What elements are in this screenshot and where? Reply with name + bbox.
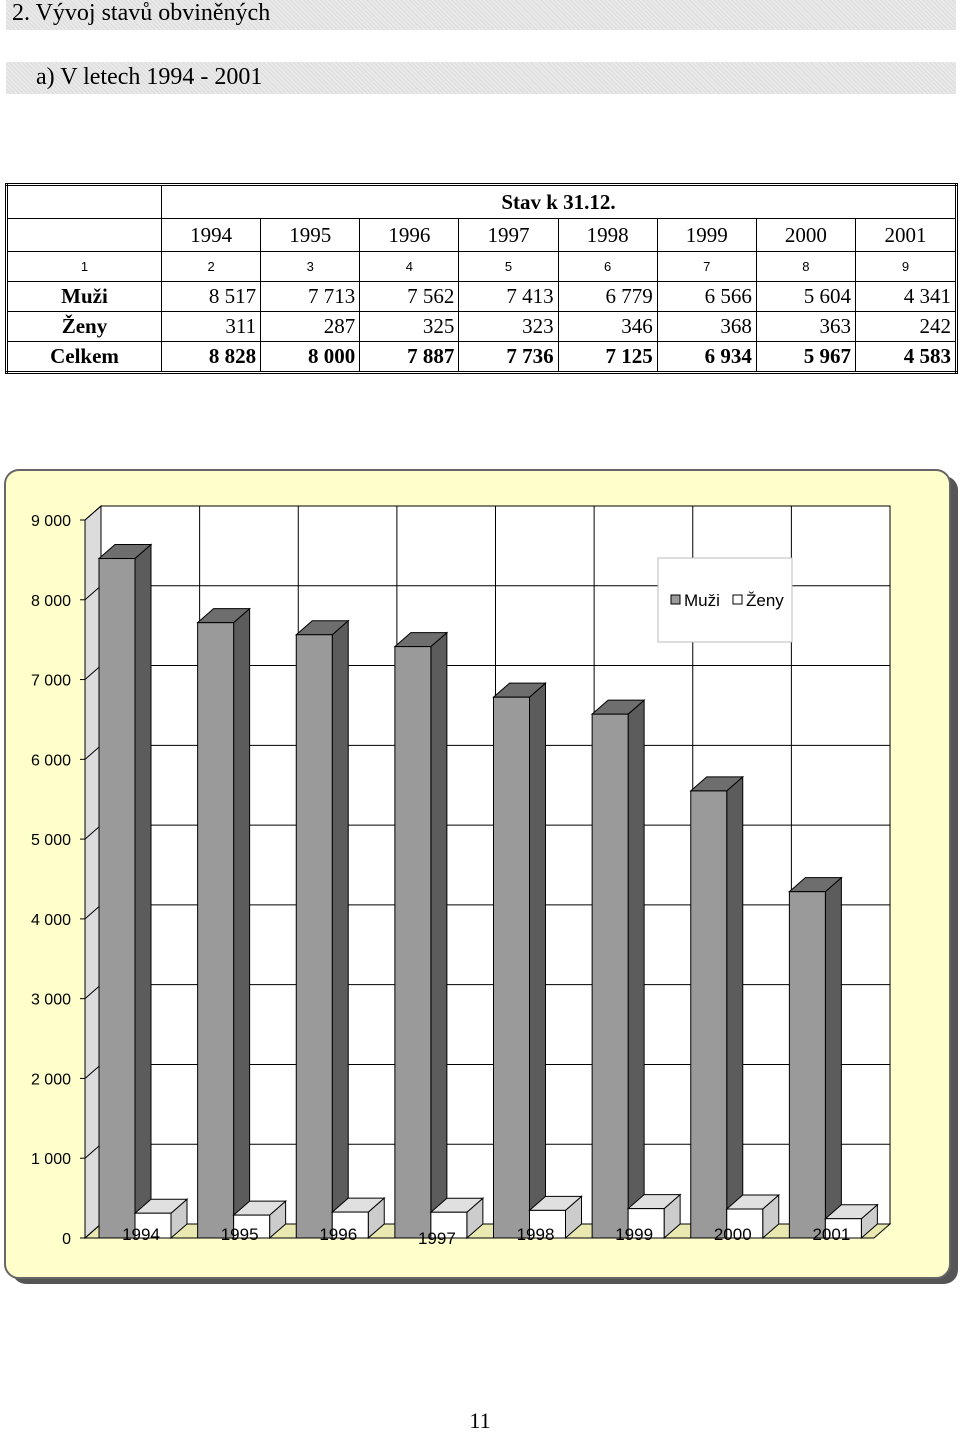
- table-year-header: 2000: [756, 219, 855, 252]
- legend-swatch-muzi: [671, 595, 680, 604]
- bar-muzi-side: [825, 878, 841, 1238]
- table-year-header: 1997: [459, 219, 558, 252]
- table-year-header: 1996: [360, 219, 459, 252]
- table-year-header: 2001: [855, 219, 956, 252]
- table-corner-cell: [7, 219, 162, 252]
- x-tick-label: 1999: [615, 1225, 654, 1244]
- table-cell: 325: [360, 312, 459, 342]
- bar-muzi-front: [494, 697, 530, 1238]
- table-corner-cell: [7, 185, 162, 219]
- bar-muzi: [691, 777, 743, 1238]
- bar-muzi-side: [431, 633, 447, 1238]
- bar-muzi-front: [592, 714, 628, 1238]
- table-cell: 8 517: [162, 282, 261, 312]
- y-tick-label: 8 000: [30, 592, 71, 610]
- x-tick-label: 1994: [122, 1225, 160, 1244]
- table-cell: 7 562: [360, 282, 459, 312]
- table-cell: 7 736: [459, 342, 558, 373]
- x-tick-label: 1995: [220, 1225, 259, 1244]
- table-column-number-row: [7, 252, 957, 282]
- x-tick-label: 2001: [812, 1225, 851, 1244]
- table-column-number: 8: [756, 252, 855, 282]
- table-cell: 6 566: [657, 282, 756, 312]
- bar-muzi-front: [296, 635, 332, 1238]
- data-table: [5, 183, 958, 374]
- table-column-number: 9: [855, 252, 956, 282]
- chart-legend: [658, 558, 792, 642]
- table-column-number: 7: [657, 252, 756, 282]
- table-years-row: [7, 219, 957, 252]
- table-row-label: Ženy: [7, 312, 162, 342]
- bar-muzi-side: [530, 683, 546, 1238]
- table-cell: 5 967: [756, 342, 855, 373]
- table-cell: 346: [558, 312, 657, 342]
- section-subheading: a) V letech 1994 - 2001: [36, 64, 263, 90]
- table-cell: 5 604: [756, 282, 855, 312]
- x-tick-label: 1997: [417, 1229, 456, 1248]
- table-row: [7, 312, 957, 342]
- y-tick-label: 1 000: [30, 1151, 71, 1169]
- bar-muzi-front: [789, 892, 825, 1238]
- table-cell: 7 887: [360, 342, 459, 373]
- table-cell: 311: [162, 312, 261, 342]
- table-cell: 6 934: [657, 342, 756, 373]
- table-cell: 7 713: [261, 282, 360, 312]
- x-tick-label: 2000: [713, 1225, 752, 1244]
- y-tick-label: 3 000: [30, 991, 71, 1009]
- bar-muzi-side: [332, 621, 348, 1238]
- table-cell: 242: [855, 312, 956, 342]
- y-tick-label: 7 000: [30, 672, 71, 690]
- bar-muzi: [296, 621, 348, 1238]
- bar-muzi: [198, 609, 250, 1238]
- bar-muzi: [99, 545, 151, 1238]
- bar-muzi: [592, 700, 644, 1238]
- table-column-number: 6: [558, 252, 657, 282]
- bar-muzi: [494, 683, 546, 1238]
- table-cell: 4 341: [855, 282, 956, 312]
- table-cell: 363: [756, 312, 855, 342]
- bar-chart: [0, 460, 960, 1290]
- table-cell: 6 779: [558, 282, 657, 312]
- bar-muzi-side: [628, 700, 644, 1238]
- table-column-number: 2: [162, 252, 261, 282]
- table-column-number: 1: [7, 252, 162, 282]
- table-cell: 4 583: [855, 342, 956, 373]
- table-cell: 8 000: [261, 342, 360, 373]
- table-year-header: 1994: [162, 219, 261, 252]
- table-row-label: Celkem: [7, 342, 162, 373]
- table-cell: 7 413: [459, 282, 558, 312]
- table-row: [7, 342, 957, 373]
- page-number: 11: [469, 1408, 491, 1433]
- x-tick-label: 1998: [516, 1225, 555, 1244]
- bar-muzi-side: [234, 609, 250, 1238]
- x-tick-label: 1996: [319, 1225, 358, 1244]
- table-column-number: 5: [459, 252, 558, 282]
- bar-muzi-side: [727, 777, 743, 1238]
- bar-muzi-side: [135, 545, 151, 1238]
- table-group-header-row: [7, 185, 957, 219]
- table-row-label: Muži: [7, 282, 162, 312]
- bar-muzi-front: [395, 647, 431, 1238]
- bar-muzi-front: [198, 623, 234, 1238]
- section-heading: 2. Vývoj stavů obviněných: [12, 0, 271, 26]
- table-column-number: 4: [360, 252, 459, 282]
- table-cell: 323: [459, 312, 558, 342]
- table-year-header: 1999: [657, 219, 756, 252]
- y-tick-label: 2 000: [30, 1071, 71, 1089]
- y-tick-label: 5 000: [30, 832, 71, 850]
- table-group-header: Stav k 31.12.: [162, 185, 957, 219]
- y-tick-label: 6 000: [30, 752, 71, 770]
- legend-label-zeny: Ženy: [746, 591, 784, 610]
- bar-muzi: [789, 878, 841, 1238]
- y-tick-label: 4 000: [30, 911, 71, 929]
- legend-label-muzi: Muži: [684, 591, 720, 610]
- table-cell: 8 828: [162, 342, 261, 373]
- bar-muzi-front: [691, 791, 727, 1238]
- table-year-header: 1995: [261, 219, 360, 252]
- bar-muzi: [395, 633, 447, 1238]
- table-cell: 7 125: [558, 342, 657, 373]
- legend-swatch-zeny: [733, 595, 742, 604]
- bar-muzi-front: [99, 559, 135, 1238]
- y-tick-label: 9 000: [30, 513, 71, 530]
- table-year-header: 1998: [558, 219, 657, 252]
- table-row: [7, 282, 957, 312]
- y-tick-label: 0: [62, 1231, 71, 1248]
- table-cell: 287: [261, 312, 360, 342]
- table-column-number: 3: [261, 252, 360, 282]
- table-cell: 368: [657, 312, 756, 342]
